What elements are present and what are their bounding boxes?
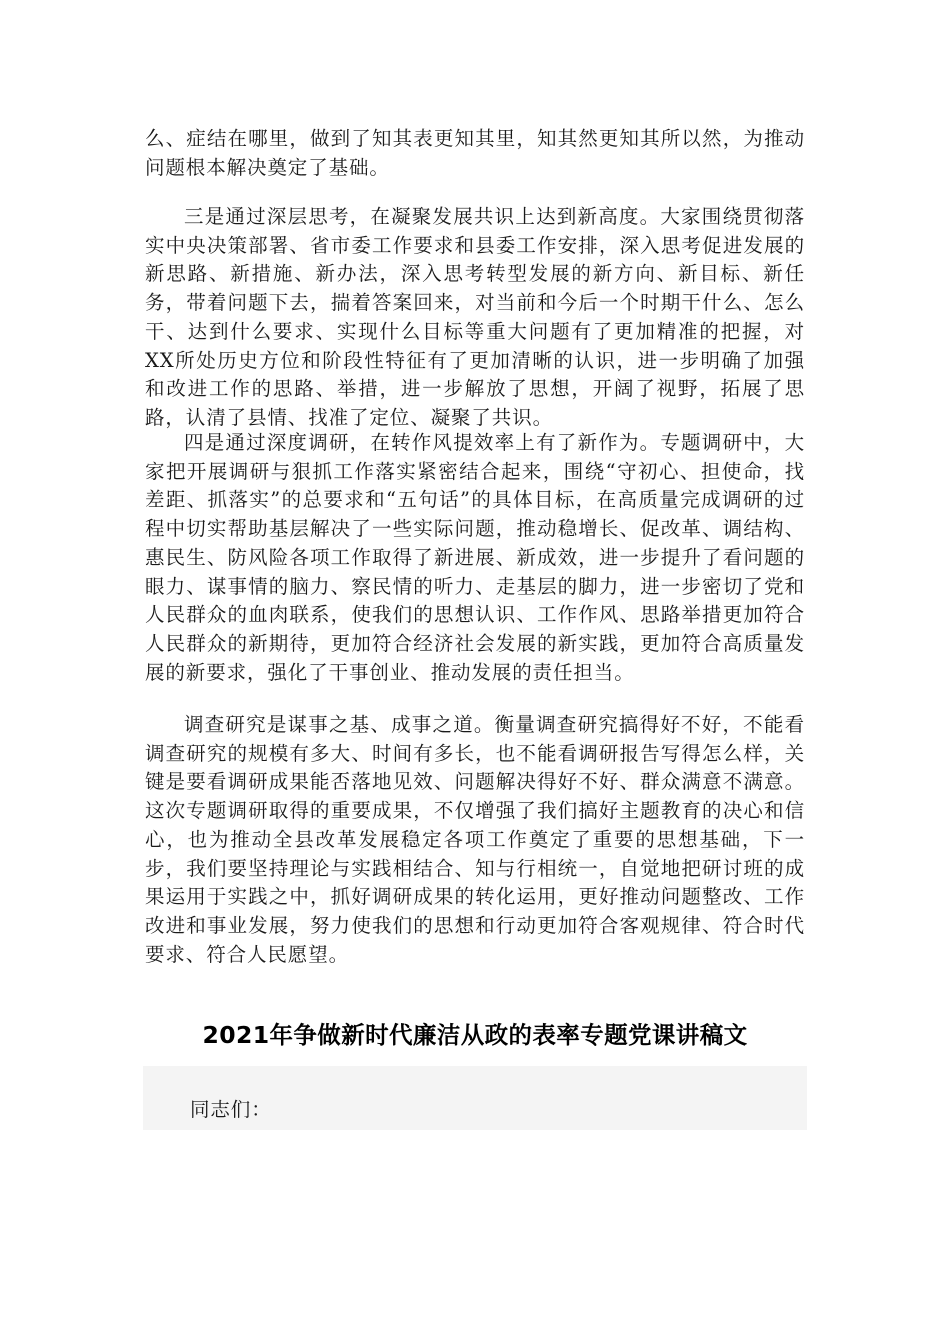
- paragraph-deep-research: 四是通过深度调研，在转作风提效率上有了新作为。专题调研中，大家把开展调研与狠抓工作落实紧密结合起来，围绕“守初心、担使命，找差距、抓落实”的总要求和“五句话”的具体目标，在高质量完成调研的过程中切实帮助基层解决了一些实际问题，推动稳增长、促改革、调结构、惠民生、防风险各项工作取得了新进展、新成效，进一步提升了看问题的眼力、谋事情的脑力、察民情的听力、走基层的脚力，进一步密切了党和人民群众的血肉联系，使我们的思想认识、工作作风、思路举措更加符合人民群众的新期待，更加符合经济社会发展的新实践，更加符合高质量发展的新要求，强化了干事创业、推动发展的责任担当。: [145, 431, 805, 684]
- paragraph-conclusion: 调查研究是谋事之基、成事之道。衡量调查研究搞得好不好，不能看调查研究的规模有多大、时间有多长，也不能看调研报告写得怎么样，关键是要看调研成果能否落地见效、问题解决得好不好、群众满意不满意。这次专题调研取得的重要成果，不仅增强了我们搞好主题教育的决心和信心，也为推动全县改革发展稳定各项工作奠定了重要的思想基础，下一步，我们要坚持理论与实践相结合、知与行相统一，自觉地把研讨班的成果运用于实践之中，抓好调研成果的转化运用，更好推动问题整改、工作改进和事业发展，努力使我们的思想和行动更加符合客观规律、符合时代要求、符合人民愿望。: [145, 713, 805, 966]
- greeting-text: 同志们：: [190, 1098, 272, 1121]
- paragraph-continued: 么、症结在哪里，做到了知其表更知其里，知其然更知其所以然，为推动问题根本解决奠定了基础。: [145, 127, 805, 179]
- paragraph-deep-thinking: 三是通过深层思考，在凝聚发展共识上达到新高度。大家围绕贯彻落实中央决策部署、省市委工作要求和县委工作安排，深入思考促进发展的新思路、新措施、新办法，深入思考转型发展的新方向、新目标、新任务，带着问题下去，揣着答案回来，对当前和今后一个时期干什么、怎么干、达到什么要求、实现什么目标等重大问题有了更加精准的把握，对XX所处历史方位和阶段性特征有了更加清晰的认识，进一步明确了加强和改进工作的思路、举措，进一步解放了思想，开阔了视野，拓展了思路，认清了县情、找准了定位、凝聚了共识。: [145, 205, 805, 429]
- section-title: 2021年争做新时代廉洁从政的表率专题党课讲稿文: [202, 1021, 748, 1049]
